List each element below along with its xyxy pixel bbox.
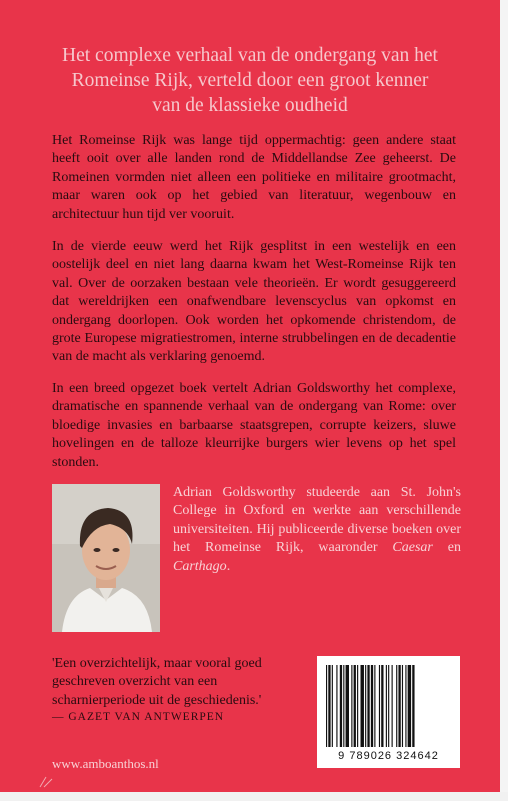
headline-line: Romeinse Rijk, verteld door een groot kenner: [71, 70, 429, 91]
scratch-mark: [38, 775, 58, 789]
blurb-paragraph: Het Romeinse Rijk was lange tijd oppermachtig: geen andere staat heeft ooit over alle landen rond de Middellandse Zee geheerst. De Romeinen vormden niet alleen een politieke en militaire grootmacht, maar waren ook op het gebied van literatuur, wegenbouw en architectuur hun tijd ver vooruit.: [52, 133, 456, 222]
author-photo: [52, 484, 160, 632]
cover-headline: [30, 43, 470, 118]
book-title-caesar: Caesar: [392, 540, 433, 556]
publisher-website[interactable]: www.amboanthos.nl: [52, 756, 159, 771]
page-edge-right: [500, 0, 508, 801]
isbn-digits: 9 789026 324642: [338, 750, 439, 762]
headline-line: Het complexe verhaal van de ondergang van het: [62, 45, 438, 66]
page-edge-bottom: [0, 792, 508, 801]
barcode-bars: [326, 665, 451, 747]
blurb-paragraph: In een breed opgezet boek vertelt Adrian Goldsworthy het complexe, dramatische en spannende verhaal van de ondergang van Rome: over bloedige invasies en barbaarse staatsgrepen, corrupte keizers, sluwe hovelingen en de talloze kleurrijke burgers wier levens op het spel stonden.: [52, 381, 456, 470]
author-bio: [173, 484, 461, 576]
headline-line: van de klassieke oudheid: [152, 95, 348, 116]
isbn-barcode: [317, 656, 460, 768]
author-bio-text: Adrian Goldsworthy studeerde aan St. John's College in Oxford en werkte aan verschillende universiteiten. Hij publiceerde diverse boeken over het Romeinse Rijk, waaronder: [173, 485, 461, 556]
press-quote-source: — GAZET VAN ANTWERPEN: [52, 711, 225, 723]
press-quote: 'Een overzichtelijk, maar vooral goed geschreven overzicht van een scharnierperiode uit de geschiedenis.': [52, 656, 262, 708]
author-bio-end: .: [226, 558, 231, 574]
blurb-paragraph: In de vierde eeuw werd het Rijk gesplitst in een westelijk en een oostelijk deel en niet lang daarna kwam het West-Romeinse Rijk ten val. Over de oorzaken bestaan vele theorieën. Er wordt gesuggereerd dat wereldrijken een onafwendbare levenscyclus van opkomst en ondergang doorlopen. Ook worden het opkomende christendom, de grote Europese migratiestromen, interne strubbelingen en de decadentie van de macht als verklaring genoemd.: [52, 239, 456, 365]
book-title-carthago: Carthago: [173, 558, 227, 574]
author-bio-joiner: en: [432, 540, 461, 556]
